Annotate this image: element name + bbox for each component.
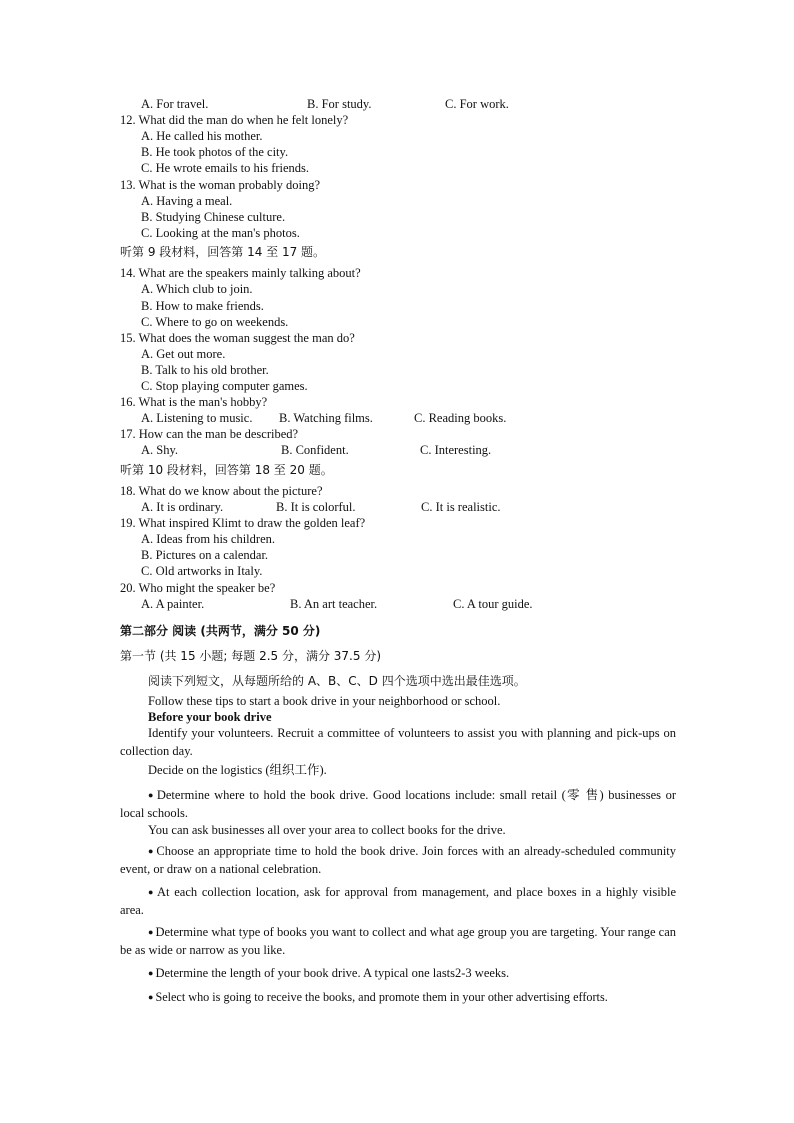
q14-option-b: B. How to make friends.	[141, 299, 264, 313]
q16-stem: 16. What is the man's hobby?	[120, 395, 268, 409]
passage-paragraph-businesses: You can ask businesses all over your area to collect books for the drive.	[148, 823, 506, 837]
bullet-book-type-text: Determine what type of books you want to collect and what age group you are targeting. Your range can be as wide or narrow as you like.	[120, 925, 677, 957]
q16-option-c: C. Reading books.	[414, 411, 507, 425]
bullet-recipients-text: Select who is going to receive the books, and promote them in your other advertising efforts.	[155, 990, 608, 1004]
bullet-location-text: Determine where to hold the book drive. Good locations include: small retail (零 售) businesses or local schools.	[120, 788, 676, 820]
bullet-time	[120, 842, 676, 878]
q20-option-a: A. A painter.	[141, 597, 205, 611]
q17-option-b: B. Confident.	[281, 443, 349, 457]
q16-option-b: B. Watching films.	[279, 411, 373, 425]
bullet-length	[120, 964, 676, 982]
bullet-approval	[120, 883, 676, 919]
q14-option-a: A. Which club to join.	[141, 282, 253, 296]
q14-stem: 14. What are the speakers mainly talking about?	[120, 266, 361, 280]
passage-intro: Follow these tips to start a book drive in your neighborhood or school.	[148, 694, 501, 708]
q16-option-a: A. Listening to music.	[141, 411, 253, 425]
q12-option-c: C. He wrote emails to his friends.	[141, 161, 310, 175]
q15-stem: 15. What does the woman suggest the man do?	[120, 331, 355, 345]
section-1-heading: 第一节 (共 15 小题; 每题 2.5 分，满分 37.5 分)	[120, 649, 381, 663]
q18-option-a: A. It is ordinary.	[141, 500, 224, 514]
bullet-book-type	[120, 923, 676, 959]
reading-instruction: 阅读下列短文，从每题所给的 A、B、C、D 四个选项中选出最佳选项。	[148, 674, 526, 688]
q12-option-a: A. He called his mother.	[141, 129, 263, 143]
q14-option-c: C. Where to go on weekends.	[141, 315, 289, 329]
q18-option-c: C. It is realistic.	[421, 500, 501, 514]
q11-option-a: A. For travel.	[141, 97, 209, 111]
q15-option-c: C. Stop playing computer games.	[141, 379, 308, 393]
part-2-heading: 第二部分 阅读 (共两节，满分 50 分)	[120, 624, 321, 638]
q20-stem: 20. Who might the speaker be?	[120, 581, 276, 595]
q17-option-c: C. Interesting.	[420, 443, 492, 457]
passage-paragraph-volunteers: Identify your volunteers. Recruit a committee of volunteers to assist you with planning and pick-ups on collection day.	[120, 726, 676, 758]
bullet-icon	[148, 788, 157, 802]
section-10-instruction: 听第 10 段材料，回答第 18 至 20 题。	[120, 463, 333, 477]
q19-stem: 19. What inspired Klimt to draw the golden leaf?	[120, 516, 366, 530]
q12-stem: 12. What did the man do when he felt lonely?	[120, 113, 349, 127]
q11-option-b: B. For study.	[307, 97, 372, 111]
q17-stem: 17. How can the man be described?	[120, 427, 299, 441]
q13-option-a: A. Having a meal.	[141, 194, 233, 208]
passage-title: Before your book drive	[148, 710, 272, 724]
bullet-icon	[148, 885, 157, 899]
q19-option-c: C. Old artworks in Italy.	[141, 564, 263, 578]
section-9-instruction: 听第 9 段材料，回答第 14 至 17 题。	[120, 245, 326, 259]
q11-option-c: C. For work.	[445, 97, 509, 111]
bullet-location	[120, 786, 676, 822]
q18-option-b: B. It is colorful.	[276, 500, 356, 514]
q18-stem: 18. What do we know about the picture?	[120, 484, 323, 498]
q19-option-b: B. Pictures on a calendar.	[141, 548, 269, 562]
bullet-recipients	[120, 988, 676, 1006]
passage-paragraph-logistics: Decide on the logistics (组织工作).	[148, 763, 327, 777]
q15-option-b: B. Talk to his old brother.	[141, 363, 269, 377]
q13-option-b: B. Studying Chinese culture.	[141, 210, 286, 224]
bullet-time-text: Choose an appropriate time to hold the book drive. Join forces with an already-scheduled community event, or draw on a national celebration.	[120, 844, 677, 876]
q20-option-c: C. A tour guide.	[453, 597, 533, 611]
q19-option-a: A. Ideas from his children.	[141, 532, 275, 546]
q17-option-a: A. Shy.	[141, 443, 179, 457]
q15-option-a: A. Get out more.	[141, 347, 226, 361]
q20-option-b: B. An art teacher.	[290, 597, 378, 611]
bullet-approval-text: At each collection location, ask for approval from management, and place boxes in a highly visible area.	[120, 885, 676, 917]
q12-option-b: B. He took photos of the city.	[141, 145, 289, 159]
q13-stem: 13. What is the woman probably doing?	[120, 178, 321, 192]
bullet-length-text: Determine the length of your book drive. A typical one lasts2-3 weeks.	[155, 966, 510, 980]
q13-option-c: C. Looking at the man's photos.	[141, 226, 300, 240]
